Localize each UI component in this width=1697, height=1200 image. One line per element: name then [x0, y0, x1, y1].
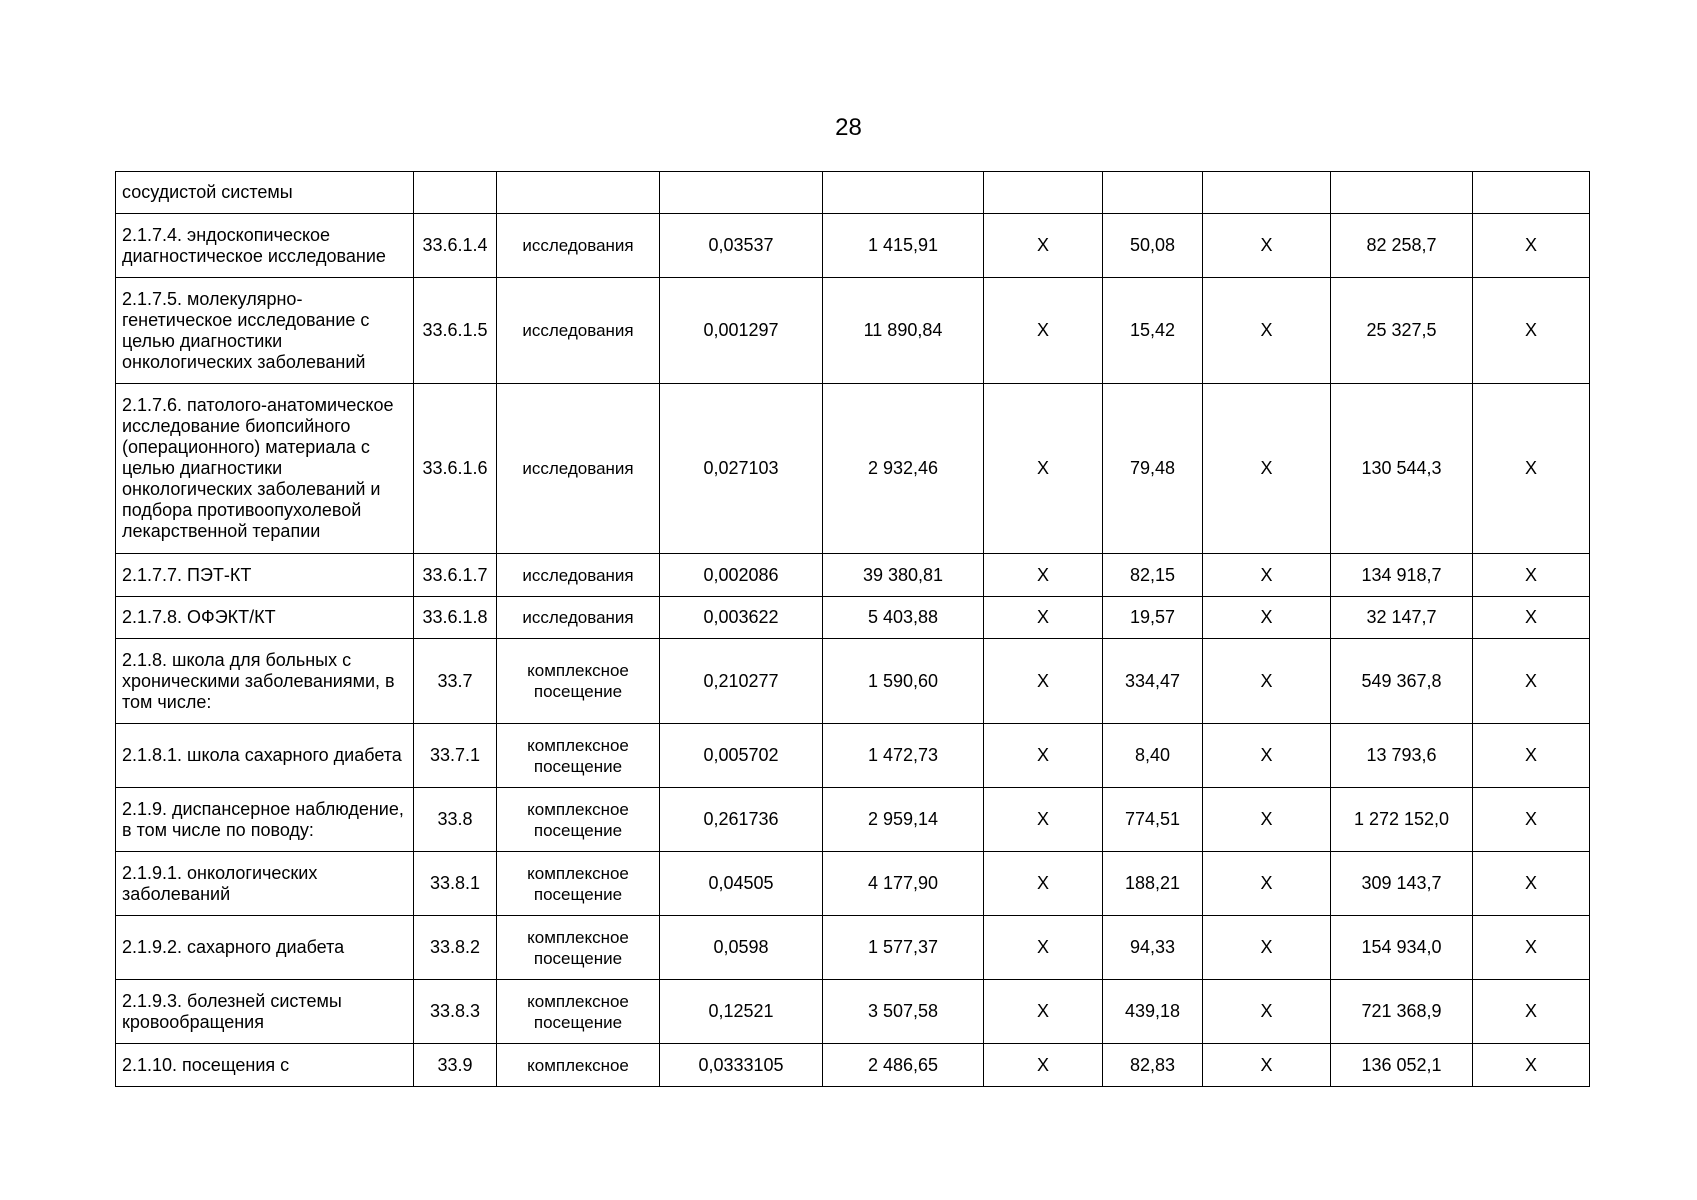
row-norm: 0,03537 — [660, 214, 823, 278]
row-code: 33.7 — [414, 639, 497, 724]
row-cost: 11 890,84 — [823, 278, 984, 384]
row-cost: 1 472,73 — [823, 724, 984, 788]
row-cost: 1 577,37 — [823, 916, 984, 980]
row-code: 33.6.1.5 — [414, 278, 497, 384]
row-col7: 439,18 — [1103, 980, 1203, 1044]
row-unit: исследования — [497, 554, 660, 597]
row-col9 — [1331, 172, 1473, 214]
table-row — [116, 1044, 1590, 1087]
row-col10: Х — [1473, 214, 1590, 278]
row-col10: Х — [1473, 980, 1590, 1044]
row-norm: 0,027103 — [660, 384, 823, 554]
row-name: 2.1.8.1. школа сахарного диабета — [116, 724, 414, 788]
row-col8: Х — [1203, 724, 1331, 788]
table-row — [116, 916, 1590, 980]
table-row — [116, 597, 1590, 639]
row-col9: 721 368,9 — [1331, 980, 1473, 1044]
row-col6: Х — [984, 852, 1103, 916]
row-col10: Х — [1473, 639, 1590, 724]
row-col10: Х — [1473, 384, 1590, 554]
row-norm: 0,0598 — [660, 916, 823, 980]
row-cost: 2 486,65 — [823, 1044, 984, 1087]
row-name: сосудистой системы — [116, 172, 414, 214]
row-norm: 0,0333105 — [660, 1044, 823, 1087]
row-unit: исследования — [497, 597, 660, 639]
row-col10: Х — [1473, 597, 1590, 639]
row-unit: комплексное посещение — [497, 788, 660, 852]
row-col8: Х — [1203, 278, 1331, 384]
row-norm: 0,12521 — [660, 980, 823, 1044]
row-col7: 82,15 — [1103, 554, 1203, 597]
row-col10: Х — [1473, 1044, 1590, 1087]
row-norm: 0,003622 — [660, 597, 823, 639]
row-col9: 1 272 152,0 — [1331, 788, 1473, 852]
row-code: 33.8 — [414, 788, 497, 852]
row-code: 33.8.1 — [414, 852, 497, 916]
row-col10: Х — [1473, 916, 1590, 980]
row-norm: 0,04505 — [660, 852, 823, 916]
row-name: 2.1.8. школа для больных с хроническими заболеваниями, в том числе: — [116, 639, 414, 724]
row-cost: 1 415,91 — [823, 214, 984, 278]
row-col10 — [1473, 172, 1590, 214]
row-col6: Х — [984, 724, 1103, 788]
row-col8: Х — [1203, 980, 1331, 1044]
row-col7 — [1103, 172, 1203, 214]
row-code: 33.6.1.8 — [414, 597, 497, 639]
row-col10: Х — [1473, 278, 1590, 384]
row-name: 2.1.9.1. онкологических заболеваний — [116, 852, 414, 916]
row-col7: 19,57 — [1103, 597, 1203, 639]
row-col8: Х — [1203, 1044, 1331, 1087]
row-col6: Х — [984, 214, 1103, 278]
row-col7: 334,47 — [1103, 639, 1203, 724]
row-cost: 39 380,81 — [823, 554, 984, 597]
row-name: 2.1.10. посещения с — [116, 1044, 414, 1087]
row-col9: 154 934,0 — [1331, 916, 1473, 980]
row-col8: Х — [1203, 639, 1331, 724]
row-col9: 130 544,3 — [1331, 384, 1473, 554]
row-unit: комплексное посещение — [497, 639, 660, 724]
row-col10: Х — [1473, 788, 1590, 852]
row-unit: комплексное посещение — [497, 980, 660, 1044]
row-col7: 50,08 — [1103, 214, 1203, 278]
table-row — [116, 172, 1590, 214]
row-unit: комплексное посещение — [497, 724, 660, 788]
row-col7: 774,51 — [1103, 788, 1203, 852]
row-col9: 309 143,7 — [1331, 852, 1473, 916]
row-col8: Х — [1203, 554, 1331, 597]
row-norm: 0,261736 — [660, 788, 823, 852]
row-unit: исследования — [497, 214, 660, 278]
row-col6: Х — [984, 554, 1103, 597]
row-name: 2.1.9.3. болезней системы кровообращения — [116, 980, 414, 1044]
row-col9: 13 793,6 — [1331, 724, 1473, 788]
row-norm: 0,002086 — [660, 554, 823, 597]
row-col7: 8,40 — [1103, 724, 1203, 788]
row-col7: 15,42 — [1103, 278, 1203, 384]
row-cost: 3 507,58 — [823, 980, 984, 1044]
row-norm — [660, 172, 823, 214]
table-row — [116, 278, 1590, 384]
row-cost: 5 403,88 — [823, 597, 984, 639]
row-col7: 82,83 — [1103, 1044, 1203, 1087]
row-col10: Х — [1473, 554, 1590, 597]
row-col9: 136 052,1 — [1331, 1044, 1473, 1087]
row-col6: Х — [984, 639, 1103, 724]
table-row — [116, 554, 1590, 597]
row-name: 2.1.7.4. эндоскопическое диагностическое исследование — [116, 214, 414, 278]
row-col9: 549 367,8 — [1331, 639, 1473, 724]
row-col9: 32 147,7 — [1331, 597, 1473, 639]
row-name: 2.1.7.7. ПЭТ-КТ — [116, 554, 414, 597]
table-row — [116, 639, 1590, 724]
row-col9: 134 918,7 — [1331, 554, 1473, 597]
table-row — [116, 852, 1590, 916]
row-code: 33.6.1.4 — [414, 214, 497, 278]
row-cost: 1 590,60 — [823, 639, 984, 724]
row-code: 33.6.1.7 — [414, 554, 497, 597]
row-col6: Х — [984, 384, 1103, 554]
row-col7: 79,48 — [1103, 384, 1203, 554]
row-unit: комплексное посещение — [497, 916, 660, 980]
row-code: 33.7.1 — [414, 724, 497, 788]
row-unit: комплексное — [497, 1044, 660, 1087]
data-table — [115, 171, 1590, 1087]
row-code: 33.8.2 — [414, 916, 497, 980]
table-body — [116, 172, 1590, 1087]
row-col8: Х — [1203, 788, 1331, 852]
table-row — [116, 724, 1590, 788]
row-col6: Х — [984, 980, 1103, 1044]
page-number: 28 — [835, 114, 862, 141]
row-norm: 0,005702 — [660, 724, 823, 788]
row-col7: 94,33 — [1103, 916, 1203, 980]
row-col8: Х — [1203, 916, 1331, 980]
row-col8: Х — [1203, 214, 1331, 278]
row-col6: Х — [984, 597, 1103, 639]
row-unit — [497, 172, 660, 214]
row-cost — [823, 172, 984, 214]
row-col9: 82 258,7 — [1331, 214, 1473, 278]
row-code: 33.6.1.6 — [414, 384, 497, 554]
row-col9: 25 327,5 — [1331, 278, 1473, 384]
row-col10: Х — [1473, 852, 1590, 916]
table-row — [116, 788, 1590, 852]
row-unit: исследования — [497, 278, 660, 384]
row-col6: Х — [984, 1044, 1103, 1087]
row-cost: 2 959,14 — [823, 788, 984, 852]
row-cost: 4 177,90 — [823, 852, 984, 916]
table-row — [116, 980, 1590, 1044]
row-col6 — [984, 172, 1103, 214]
row-code — [414, 172, 497, 214]
row-unit: исследования — [497, 384, 660, 554]
table-row — [116, 214, 1590, 278]
row-col6: Х — [984, 788, 1103, 852]
row-col8: Х — [1203, 597, 1331, 639]
row-code: 33.9 — [414, 1044, 497, 1087]
row-norm: 0,210277 — [660, 639, 823, 724]
row-col8 — [1203, 172, 1331, 214]
row-col8: Х — [1203, 852, 1331, 916]
row-unit: комплексное посещение — [497, 852, 660, 916]
row-cost: 2 932,46 — [823, 384, 984, 554]
row-col8: Х — [1203, 384, 1331, 554]
row-col10: Х — [1473, 724, 1590, 788]
row-col7: 188,21 — [1103, 852, 1203, 916]
table-row — [116, 384, 1590, 554]
row-code: 33.8.3 — [414, 980, 497, 1044]
row-name: 2.1.7.5. молекулярно-генетическое исследование с целью диагностики онкологических заболеваний — [116, 278, 414, 384]
row-name: 2.1.9.2. сахарного диабета — [116, 916, 414, 980]
row-name: 2.1.9. диспансерное наблюдение, в том числе по поводу: — [116, 788, 414, 852]
row-col6: Х — [984, 916, 1103, 980]
row-col6: Х — [984, 278, 1103, 384]
row-norm: 0,001297 — [660, 278, 823, 384]
row-name: 2.1.7.8. ОФЭКТ/КТ — [116, 597, 414, 639]
row-name: 2.1.7.6. патолого-анатомическое исследование биопсийного (операционного) материала с целью диагностики онкологических заболеваний и подбора противоопухолевой лекарственной терапии — [116, 384, 414, 554]
